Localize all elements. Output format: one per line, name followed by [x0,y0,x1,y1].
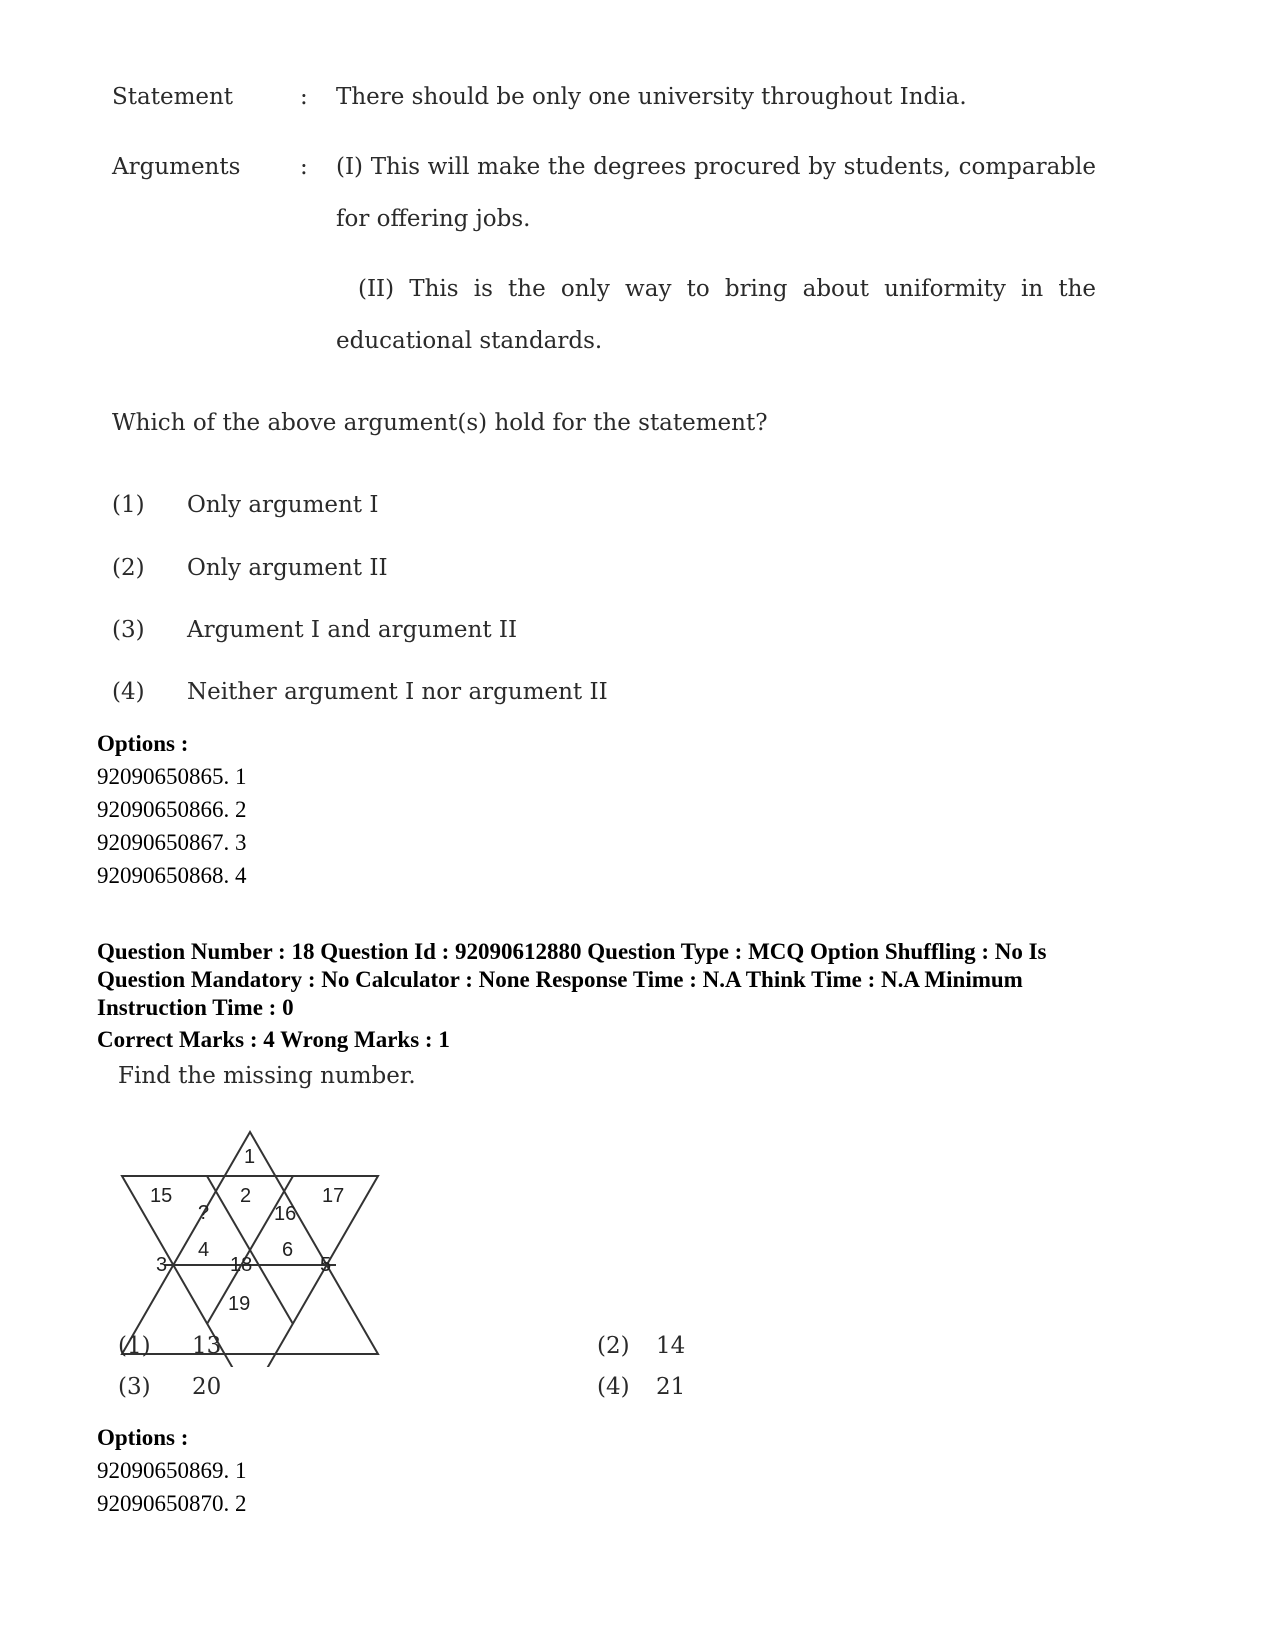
figure-number: 3 [156,1254,168,1276]
figure-number: 15 [150,1185,173,1207]
marks-line: Correct Marks : 4 Wrong Marks : 1 [97,1027,450,1052]
argument-2-line-2: educational standards. [336,328,603,354]
argument-1-line-1: (I) This will make the degrees procured by students, comparable [336,154,1096,180]
figure-number: 18 [230,1254,253,1276]
option-id: 92090650867. 3 [97,830,247,855]
figure-number: 17 [322,1185,345,1207]
figure-number: 1 [244,1146,256,1168]
choice-number: (1) [112,492,145,518]
statement-colon: : [300,84,308,110]
question-meta-line-2: Question Mandatory : No Calculator : None Response Time : N.A Think Time : N.A Minimum [97,967,1023,992]
statement-text: There should be only one university throughout India. [336,84,967,110]
argument-1-line-2: for offering jobs. [336,206,531,232]
figure-number: 6 [282,1239,294,1261]
options-heading: Options : [97,1425,189,1450]
choice-text: 20 [192,1374,222,1400]
choice-text: Neither argument I nor argument II [187,679,608,705]
choice-text: 14 [656,1333,686,1359]
argument-2-line-1: (II) This is the only way to bring about uniformity in the [358,276,1096,302]
choice-number: (2) [597,1333,630,1359]
arguments-colon: : [300,154,308,180]
figure-number: 5 [320,1254,332,1276]
option-id: 92090650865. 1 [97,764,247,789]
statement-label: Statement [112,84,234,110]
figure-number: 4 [198,1239,210,1261]
choice-number: (1) [118,1333,151,1359]
question-text: Which of the above argument(s) hold for the statement? [112,410,768,436]
figure-number: 16 [274,1203,297,1225]
question-text: Find the missing number. [118,1063,416,1089]
choice-number: (4) [597,1374,630,1400]
figure-number: 19 [228,1293,251,1315]
choice-text: 21 [656,1374,686,1400]
choice-number: (4) [112,679,145,705]
figure-number: 2 [240,1185,252,1207]
choice-text: Only argument I [187,492,379,518]
missing-number: ? [198,1202,210,1224]
option-id: 92090650870. 2 [97,1491,247,1516]
options-heading: Options : [97,731,189,756]
option-id: 92090650868. 4 [97,863,247,888]
question-meta-line-1: Question Number : 18 Question Id : 92090612880 Question Type : MCQ Option Shuffling : No Is [97,939,1047,964]
choice-number: (3) [118,1374,151,1400]
choice-number: (2) [112,555,145,581]
option-id: 92090650866. 2 [97,797,247,822]
option-id: 92090650869. 1 [97,1458,247,1483]
star-figure [110,1122,390,1367]
choice-text: 13 [192,1333,222,1359]
question-meta-line-3: Instruction Time : 0 [97,995,294,1020]
choice-text: Argument I and argument II [187,617,518,643]
choice-text: Only argument II [187,555,388,581]
choice-number: (3) [112,617,145,643]
arguments-label: Arguments [112,154,241,180]
